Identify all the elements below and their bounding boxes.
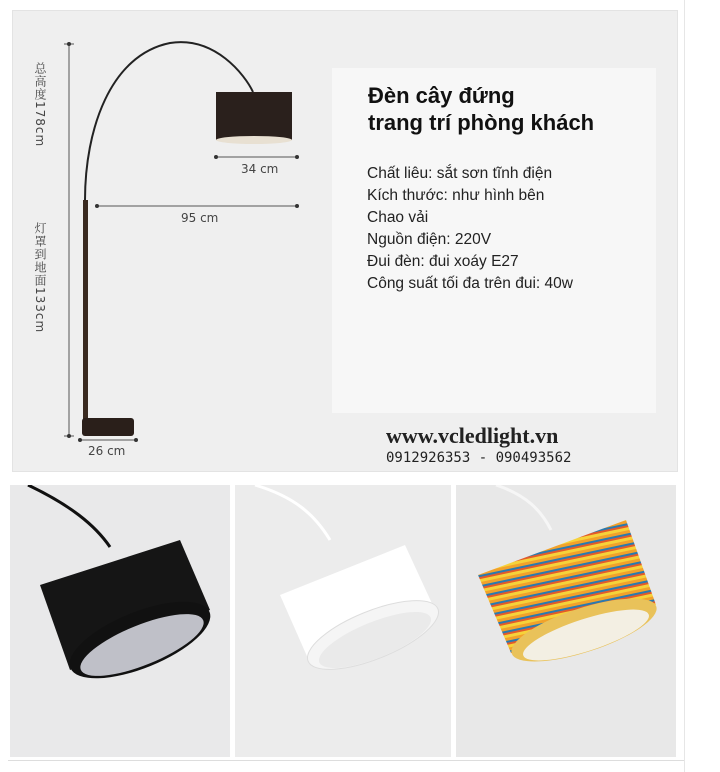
bottom-divider: [8, 760, 684, 761]
shade-width-label: 34 cm: [241, 162, 279, 176]
spec-shade: Chao vải: [367, 209, 429, 226]
base-width-label: 26 cm: [88, 444, 126, 458]
reach-label: 95 cm: [181, 211, 219, 225]
product-title-line1: Đèn cây đứng: [368, 83, 515, 108]
lamp-base: [82, 418, 134, 436]
variant-photo-black: [10, 485, 230, 757]
website-link[interactable]: www.vcledlight.vn: [386, 423, 559, 448]
total-height-label: 总高度178cm: [33, 62, 47, 148]
product-title: [368, 82, 594, 136]
shade-height-label: 灯罩到地面133cm: [33, 222, 47, 334]
page-edge-divider: [684, 0, 685, 772]
product-title-line2: trang trí phòng khách: [368, 110, 595, 135]
lamp-dimension-diagram: [0, 0, 330, 470]
lamp-shade: [216, 92, 292, 140]
spec-socket: Đui đèn: đui xoáy E27: [367, 253, 519, 270]
spec-size: Kích thước: như hình bên: [367, 187, 545, 204]
spec-power: Nguồn điện: 220V: [367, 231, 492, 248]
spec-material: Chất liêu: sắt sơn tĩnh điện: [367, 165, 553, 182]
variant-photo-white: [235, 485, 451, 757]
variant-photo-striped: [456, 485, 676, 757]
phone-numbers: 0912926353 - 090493562: [386, 450, 572, 466]
spec-wattage: Công suất tối đa trên đui: 40w: [367, 275, 573, 292]
